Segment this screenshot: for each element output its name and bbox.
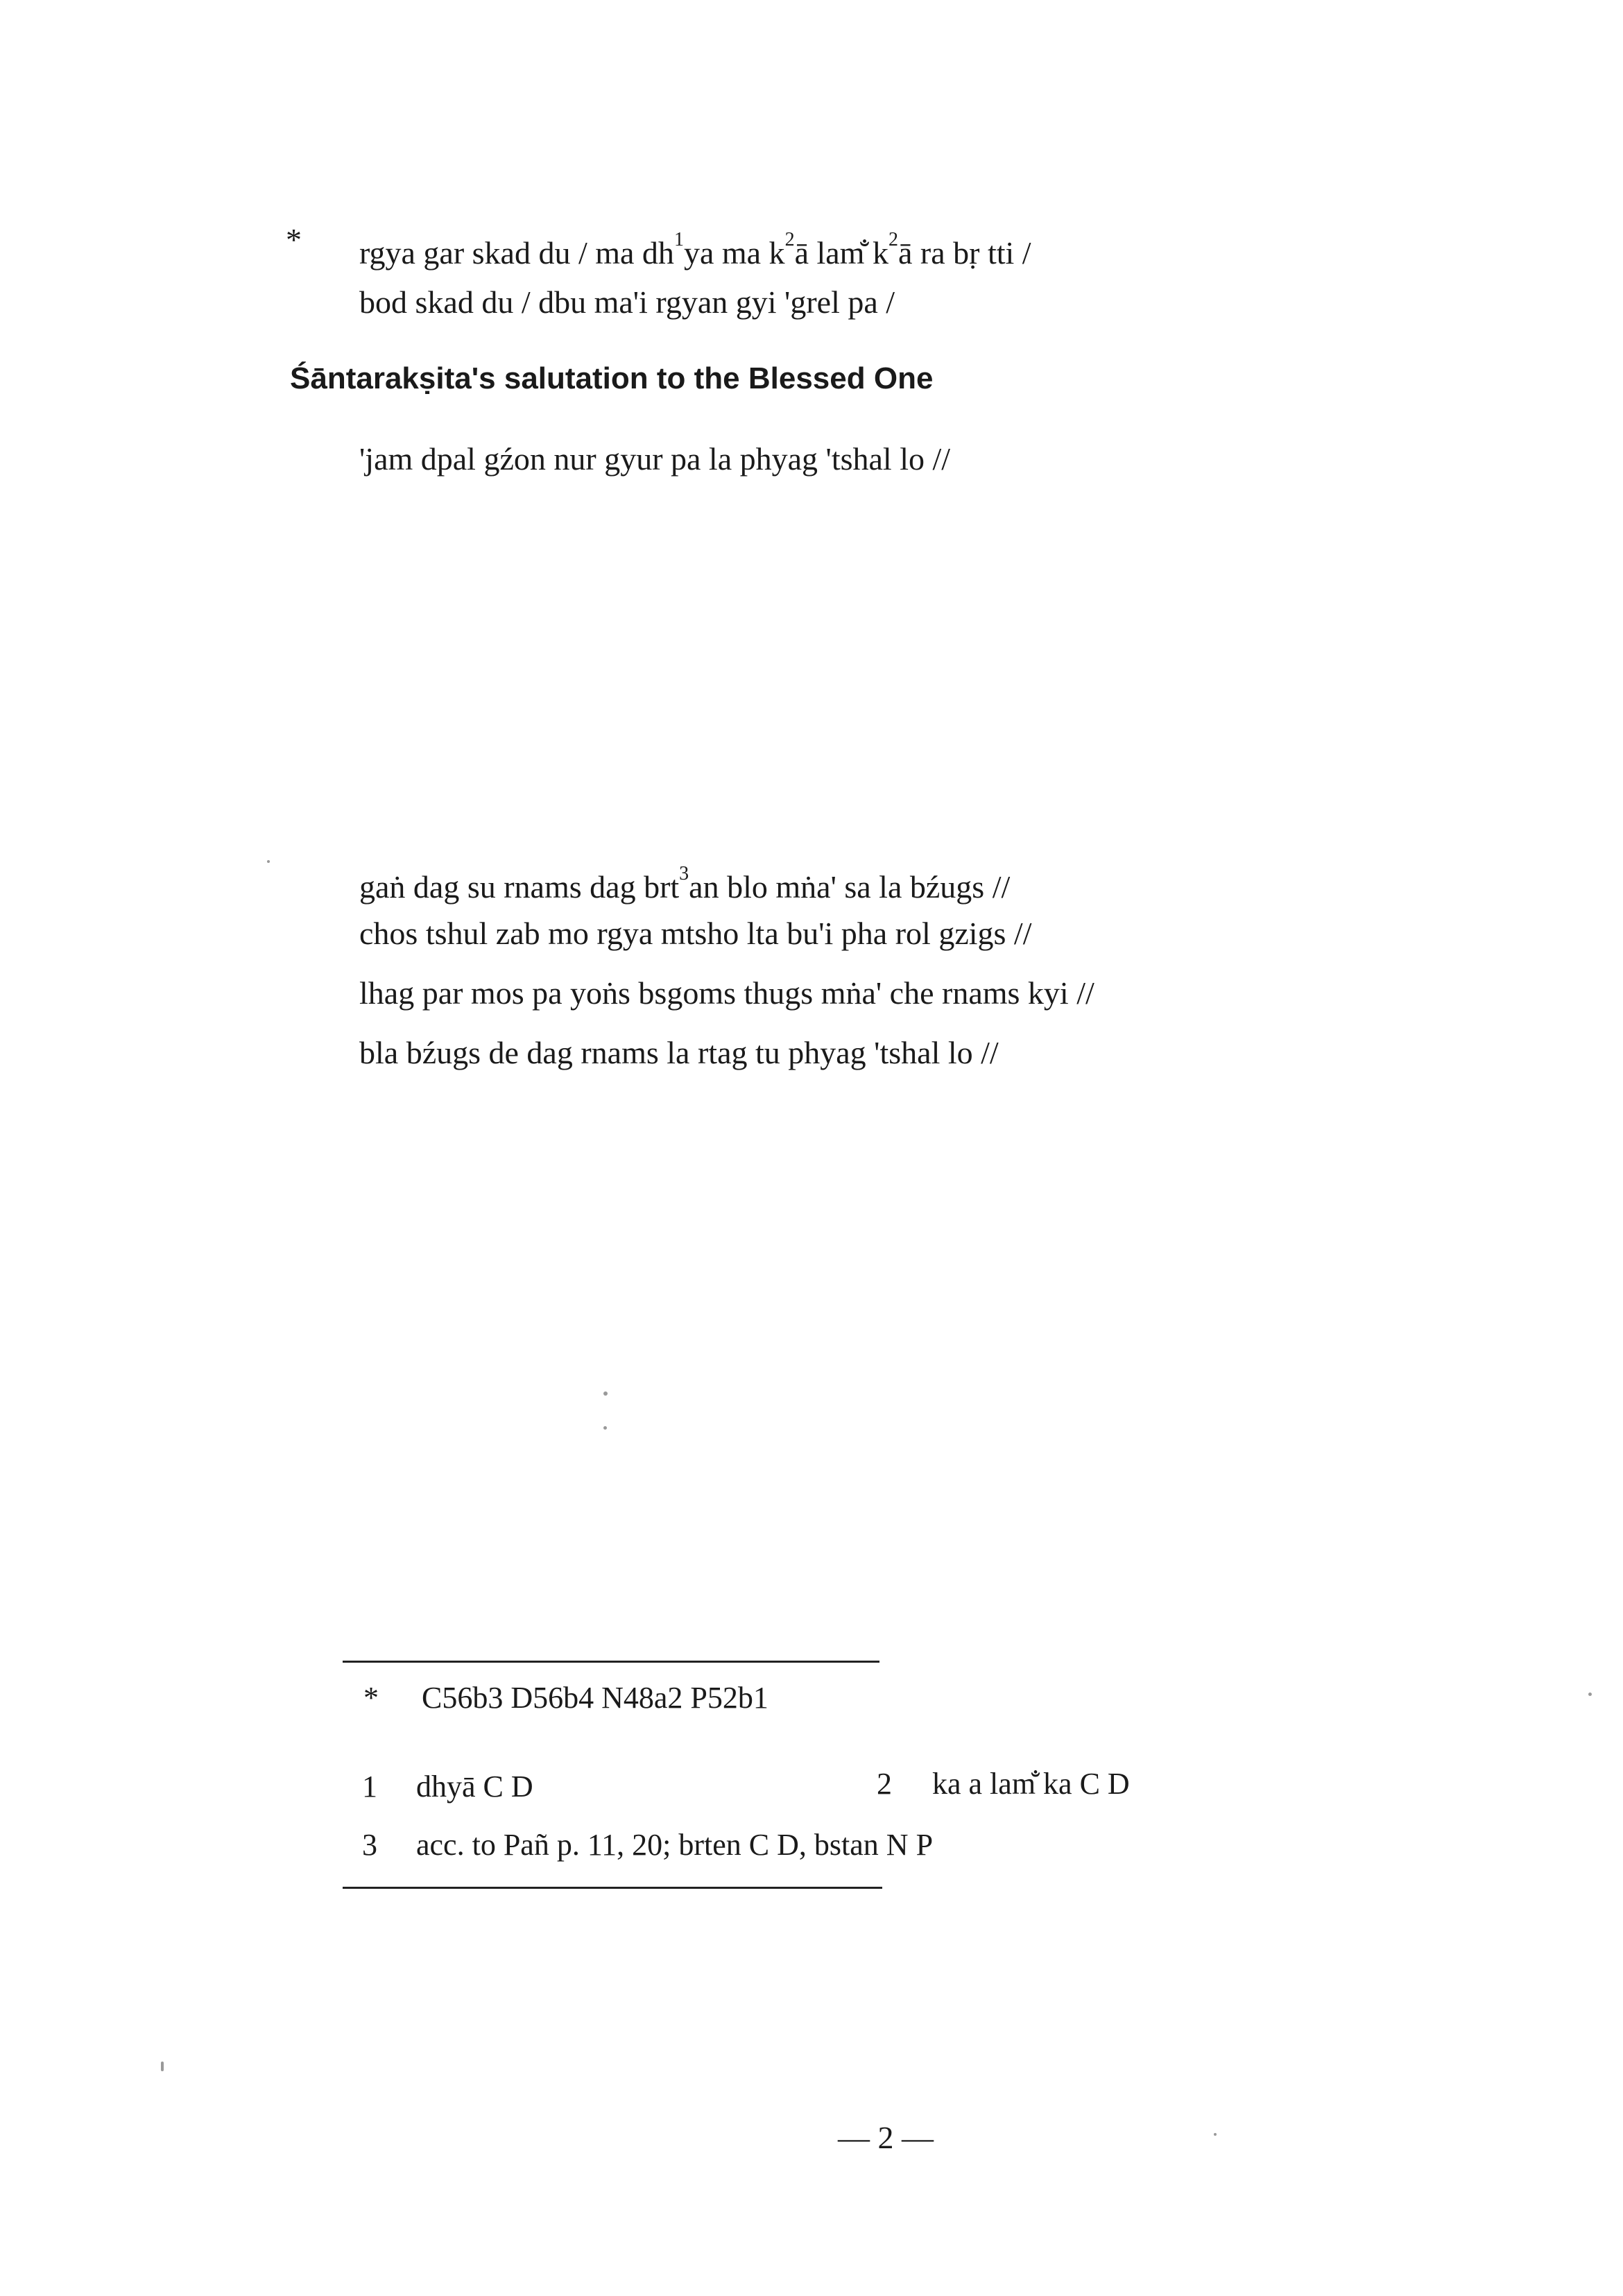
footnote-ref-3: 3 (679, 863, 689, 884)
colophon-text-d: ā ra bṛ tti / (898, 235, 1031, 271)
footnote-2-number: 2 (877, 1767, 892, 1801)
verse-text-b: an blo mṅa' sa la bźugs // (689, 869, 1011, 905)
scan-speck (161, 2062, 164, 2071)
colophon-line-2: bod skad du / dbu ma'i rgyan gyi 'grel pa / (359, 284, 895, 320)
colophon-marker: * (286, 222, 302, 257)
salutation-line: 'jam dpal gźon nur gyur pa la phyag 'tshal lo // (359, 441, 951, 477)
footnote-rule-top (343, 1661, 879, 1663)
verse-text-a: gaṅ dag su rnams dag brt (359, 869, 680, 905)
footnote-3-number: 3 (362, 1828, 377, 1862)
footnote-1-number: 1 (362, 1770, 377, 1804)
scan-speck (1214, 2133, 1217, 2136)
verse-line-4: bla bźugs de dag rnams la rtag tu phyag 'tshal lo // (359, 1035, 999, 1070)
footnote-ref-1: 1 (673, 229, 684, 250)
colophon-text-c: ā lam̐ k (794, 235, 888, 271)
scan-speck (267, 860, 270, 863)
colophon-text-a: rgya gar skad du / ma dh (359, 235, 674, 271)
scan-speck (603, 1426, 607, 1430)
verse-line-1 (359, 855, 1010, 907)
footnote-star-refs: C56b3 D56b4 N48a2 P52b1 (422, 1681, 768, 1715)
scan-speck (603, 1391, 608, 1396)
scan-speck (1588, 1693, 1592, 1696)
page-number: — 2 — (838, 2120, 934, 2155)
footnote-star-marker: * (363, 1681, 379, 1715)
footnote-2-text: ka a lam̐ ka C D (932, 1767, 1130, 1801)
section-heading: Śāntarakṣita's salutation to the Blessed One (290, 361, 934, 395)
footnote-rule-bottom (343, 1887, 882, 1889)
verse-line-2: chos tshul zab mo rgya mtsho lta bu'i pha rol gzigs // (359, 916, 1032, 951)
footnote-ref-2b: 2 (888, 229, 898, 250)
footnote-ref-2a: 2 (784, 229, 795, 250)
colophon-line-1 (359, 221, 1031, 273)
footnote-3-text: acc. to Pañ p. 11, 20; brten C D, bstan N P (416, 1828, 934, 1862)
colophon-text-b: ya ma k (683, 235, 785, 271)
verse-line-3: lhag par mos pa yoṅs bsgoms thugs mṅa' che rnams kyi // (359, 975, 1094, 1011)
footnote-1-text: dhyā C D (416, 1770, 533, 1804)
